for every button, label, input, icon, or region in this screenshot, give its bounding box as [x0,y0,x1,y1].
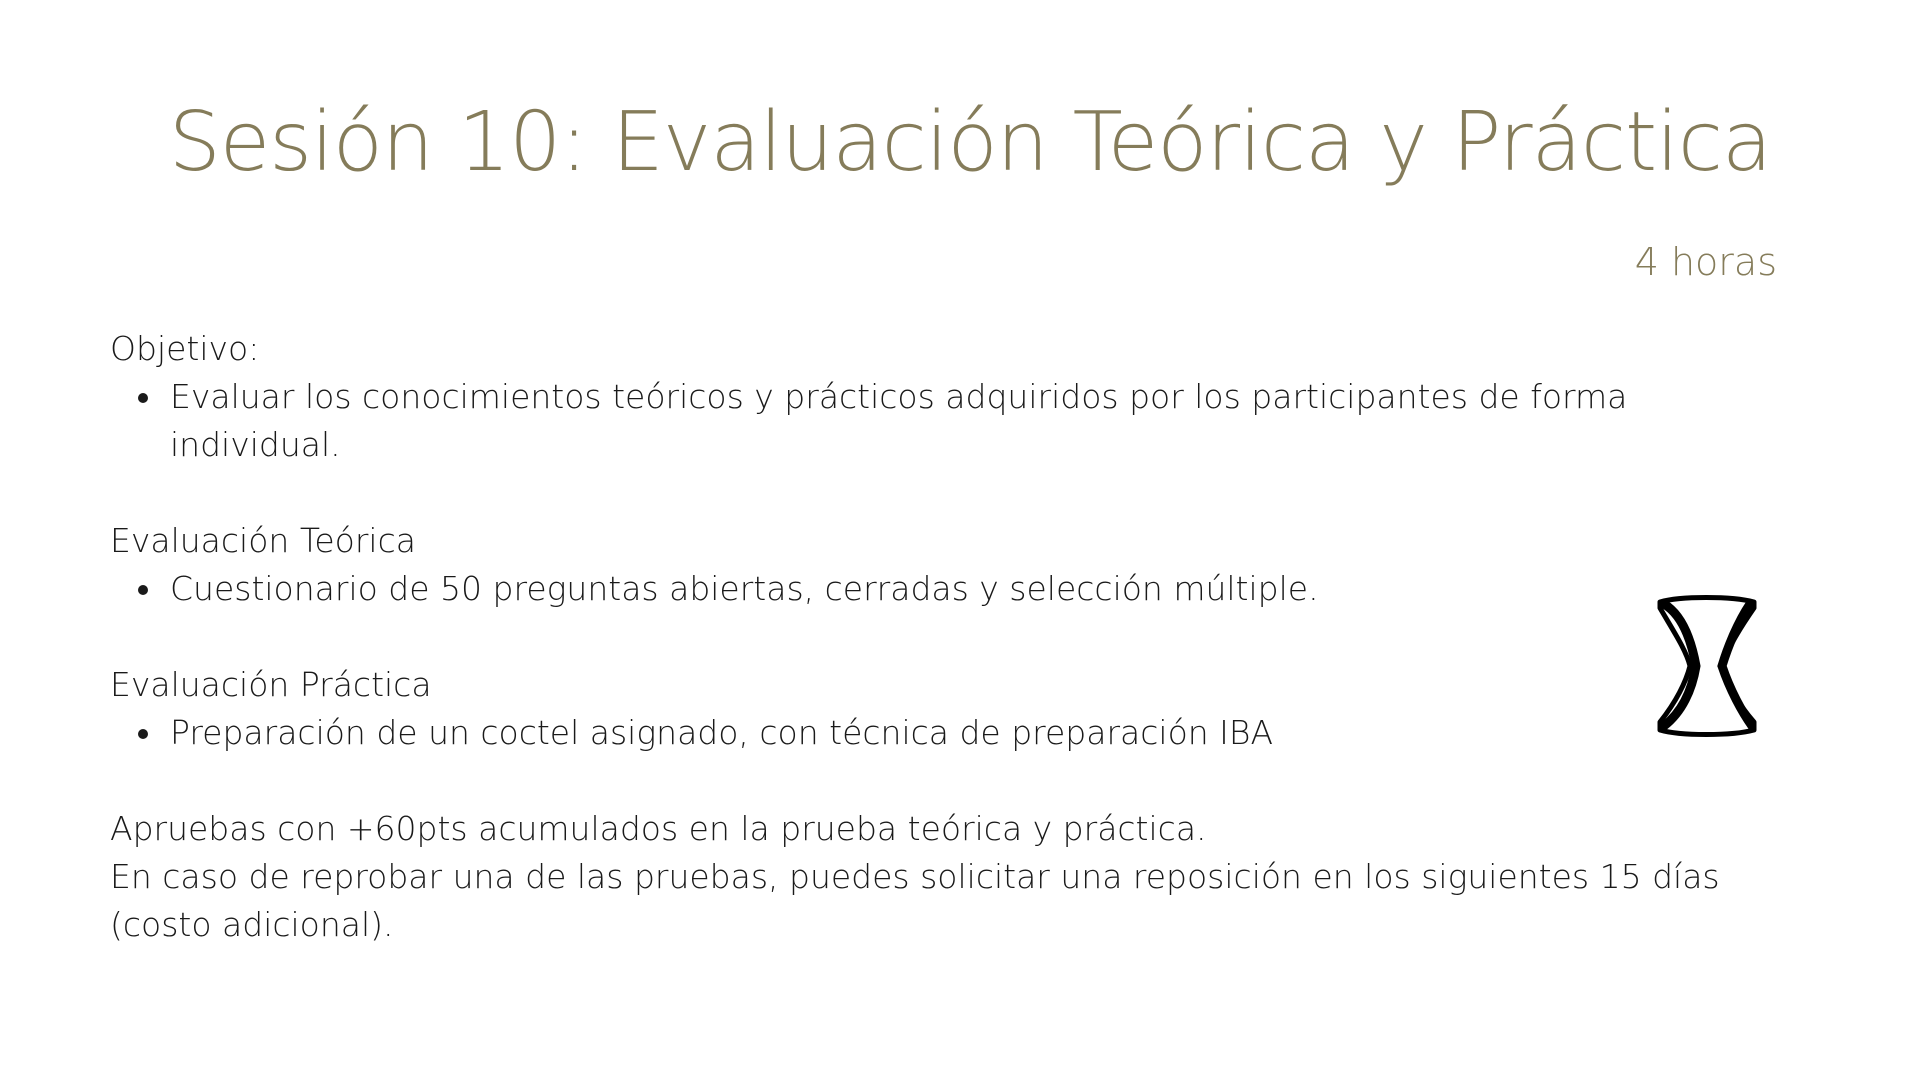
slide-content [110,325,1790,949]
bullet-list [110,565,1790,613]
section-objective [110,325,1790,469]
bullet-list [110,373,1790,469]
section-heading: Objetivo: [110,329,260,368]
closing-notes [110,805,1790,949]
bullet-item: Evaluar los conocimientos teóricos y prácticos adquiridos por los participantes de forma individual. [110,373,1790,469]
section-theory [110,517,1790,613]
closing-line-pass: Apruebas con +60pts acumulados en la prueba teórica y práctica. [110,809,1207,848]
slide-title: Sesión 10: Evaluación Teórica y Práctica [168,95,1772,190]
bullet-list [110,709,1790,757]
duration-label: 4 horas [1634,240,1777,284]
closing-line-retake: En caso de reprobar una de las pruebas, puedes solicitar una reposición en los siguientes 15 días (costo adicional). [110,857,1720,944]
bullet-item: Preparación de un coctel asignado, con técnica de preparación IBA [110,709,1790,757]
section-heading: Evaluación Teórica [110,521,416,560]
section-heading: Evaluación Práctica [110,665,432,704]
hourglass-icon [1650,594,1762,740]
bullet-item: Cuestionario de 50 preguntas abiertas, cerradas y selección múltiple. [110,565,1790,613]
section-practice [110,661,1790,757]
